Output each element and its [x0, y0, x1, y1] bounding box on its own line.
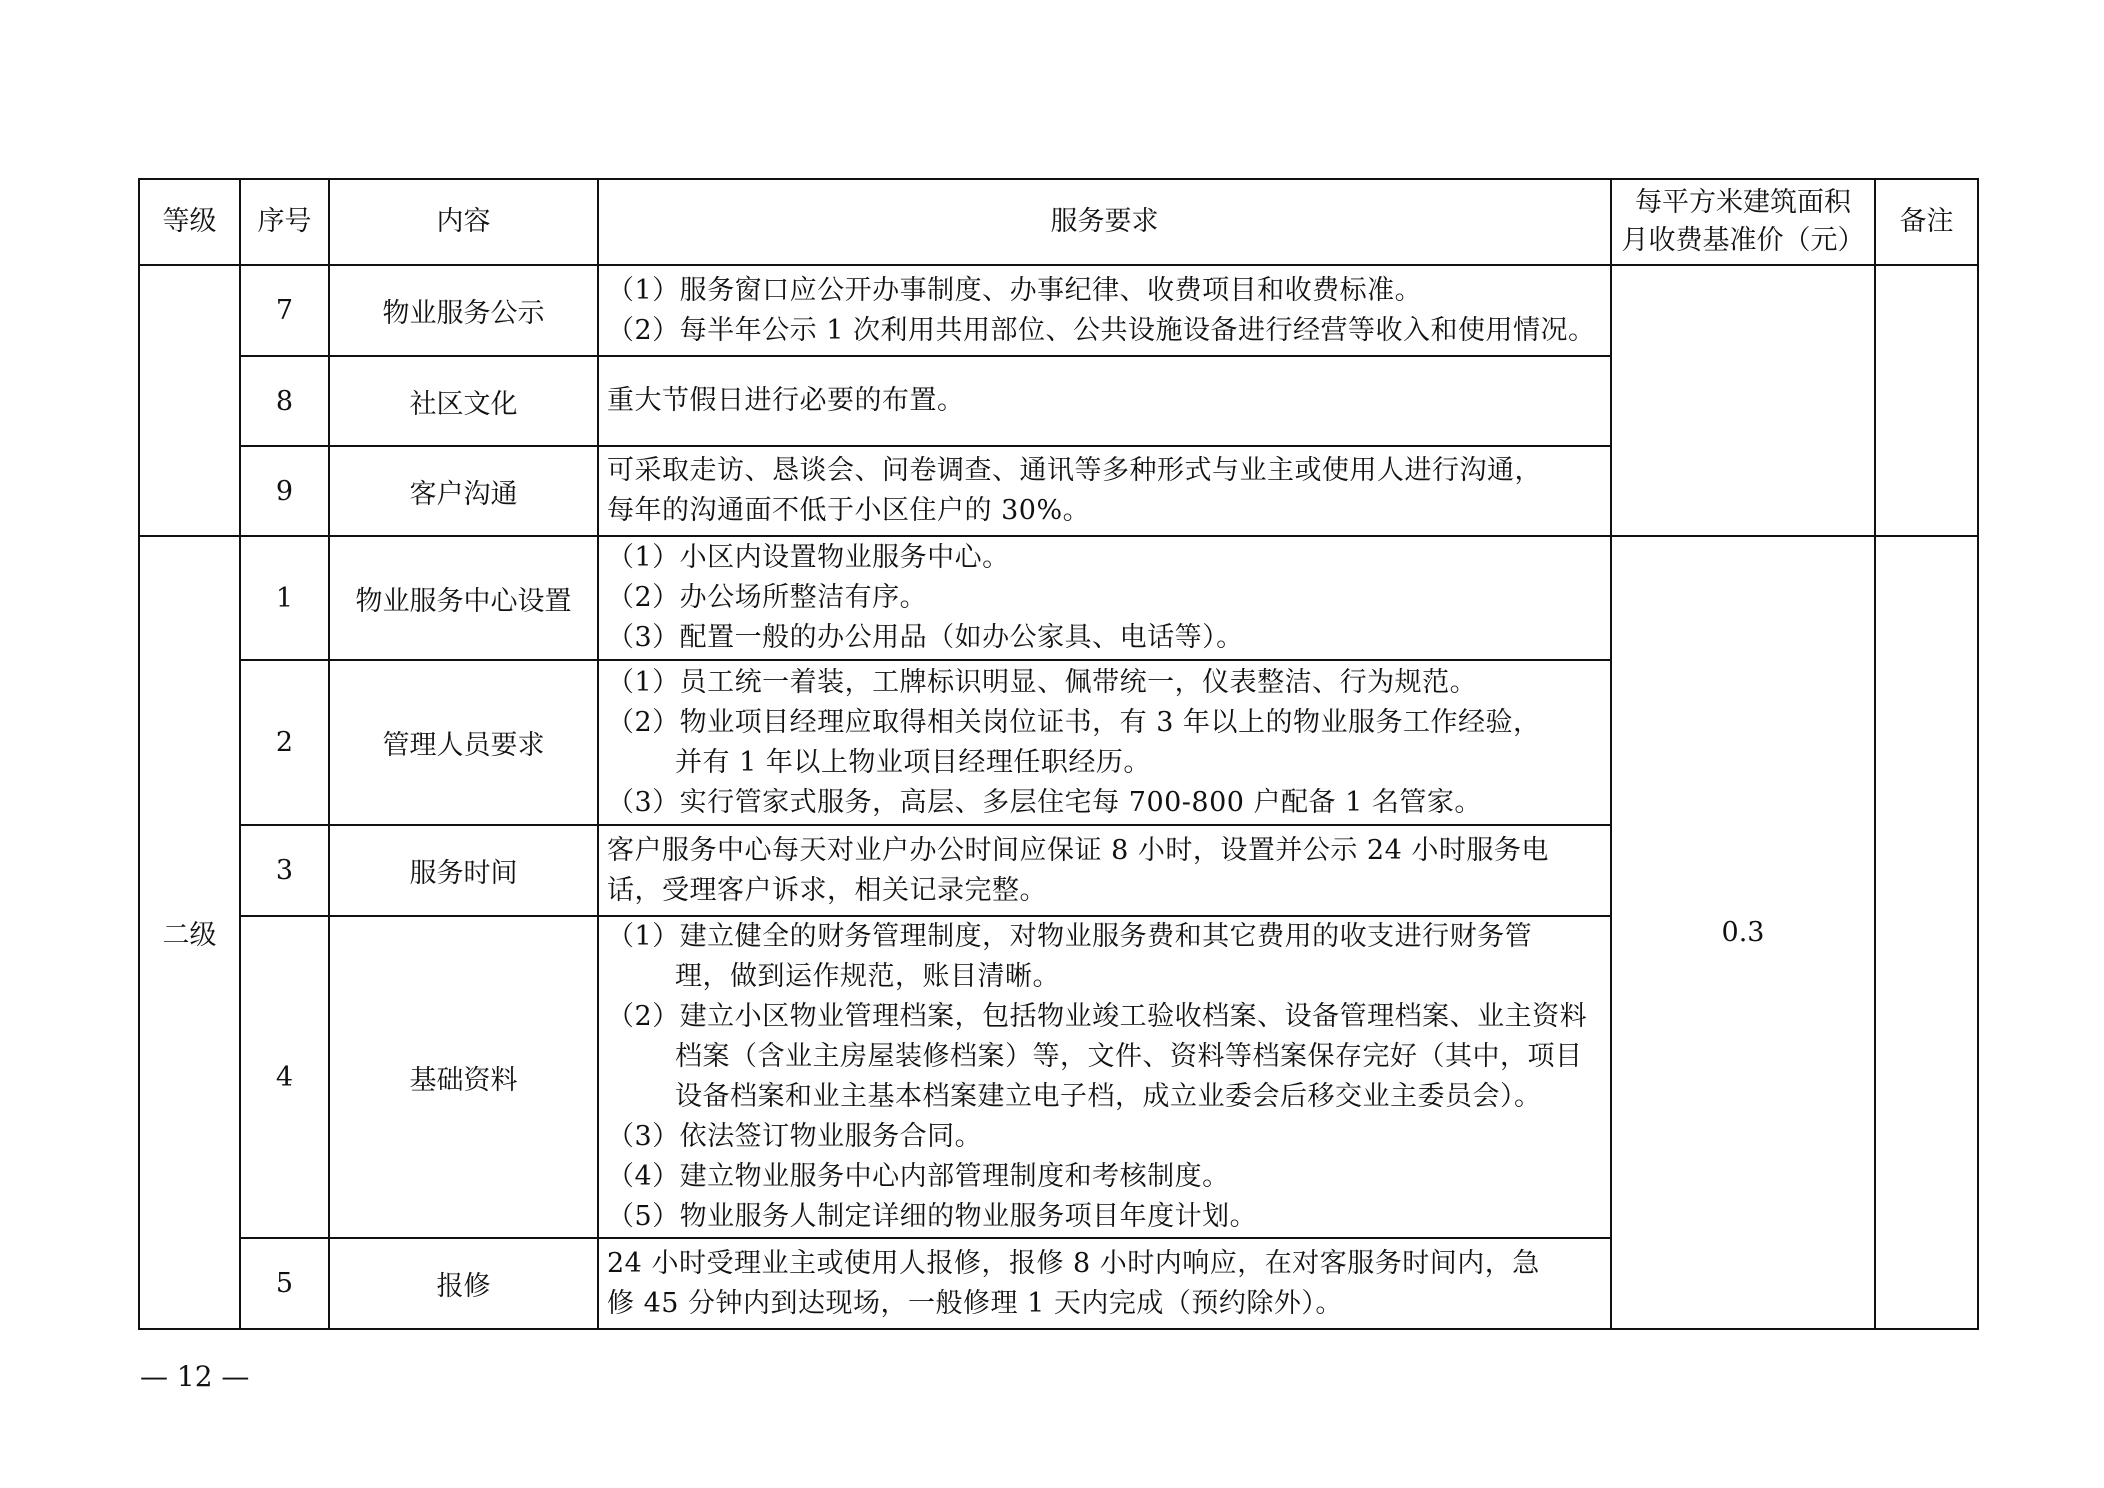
requirement-line: （3）实行管家式服务，高层、多层住宅每 700-800 户配备 1 名管家。 [607, 786, 1482, 818]
requirement-line: 档案（含业主房屋装修档案）等，文件、资料等档案保存完好（其中，项目 [675, 1041, 1583, 1072]
header-price-line2: 月收费基准价（元） [1621, 225, 1865, 256]
requirement-line: 客户服务中心每天对业户办公时间应保证 8 小时，设置并公示 24 小时服务电 [607, 834, 1549, 866]
requirement-line: （3）配置一般的办公用品（如办公家具、电话等）。 [607, 622, 1244, 653]
price-cell-prev [1611, 265, 1875, 536]
header-level: 等级 [139, 179, 240, 265]
requirement-cell [598, 265, 1611, 356]
requirement-line: 修 45 分钟内到达现场，一般修理 1 天内完成（预约除外）。 [607, 1287, 1343, 1319]
requirement-line: 24 小时受理业主或使用人报修，报修 8 小时内响应，在对客服务时间内，急 [607, 1247, 1540, 1279]
requirement-line: 设备档案和业主基本档案建立电子档，成立业委会后移交业主委员会）。 [675, 1081, 1542, 1112]
requirement-line: （1）建立健全的财务管理制度，对物业服务费和其它费用的收支进行财务管 [607, 921, 1533, 952]
requirement-line: （2）办公场所整洁有序。 [607, 582, 928, 613]
requirement-line: 理，做到运作规范，账目清晰。 [675, 961, 1060, 992]
header-price [1611, 179, 1875, 265]
table-row [139, 265, 1978, 356]
requirement-line: 可采取走访、恳谈会、问卷调查、通讯等多种形式与业主或使用人进行沟通， [607, 455, 1542, 486]
table-header-row [139, 179, 1978, 265]
requirement-line: （4）建立物业服务中心内部管理制度和考核制度。 [607, 1161, 1230, 1192]
requirement-line: 并有 1 年以上物业项目经理任职经历。 [675, 746, 1151, 778]
requirement-line: 每年的沟通面不低于小区住户的 30%。 [607, 495, 1091, 526]
requirement-line: （1）服务窗口应公开办事制度、办事纪律、收费项目和收费标准。 [607, 274, 1423, 306]
price-cell: 0.3 [1611, 536, 1875, 1329]
content-cell: 管理人员要求 [329, 660, 598, 825]
header-requirement: 服务要求 [598, 179, 1611, 265]
requirement-line: （3）依法签订物业服务合同。 [607, 1121, 983, 1152]
requirement-cell [598, 660, 1611, 825]
requirement-cell [598, 825, 1611, 916]
service-standard-table [138, 178, 1979, 1330]
seq-cell: 8 [240, 356, 329, 446]
content-cell: 物业服务公示 [329, 265, 598, 356]
seq-cell: 2 [240, 660, 329, 825]
seq-cell: 1 [240, 536, 329, 660]
level-cell-prev [139, 265, 240, 536]
level-cell: 二级 [139, 536, 240, 1329]
table-row [139, 536, 1978, 660]
header-seq: 序号 [240, 179, 329, 265]
remark-cell-prev [1875, 265, 1978, 536]
header-price-line1: 每平方米建筑面积 [1635, 187, 1851, 218]
requirement-line: （5）物业服务人制定详细的物业服务项目年度计划。 [607, 1201, 1258, 1232]
requirement-line: （2）建立小区物业管理档案，包括物业竣工验收档案、设备管理档案、业主资料 [607, 1001, 1588, 1032]
requirement-cell [598, 916, 1611, 1238]
content-cell: 物业服务中心设置 [329, 536, 598, 660]
header-content: 内容 [329, 179, 598, 265]
requirement-line: （1）员工统一着装，工牌标识明显、佩带统一，仪表整洁、行为规范。 [607, 666, 1478, 698]
requirement-line: （2）物业项目经理应取得相关岗位证书，有 3 年以上的物业服务工作经验， [607, 706, 1541, 738]
requirement-line: （2）每半年公示 1 次利用共用部位、公共设施设备进行经营等收入和使用情况。 [607, 314, 1596, 346]
requirement-cell [598, 446, 1611, 536]
content-cell: 社区文化 [329, 356, 598, 446]
requirement-line: 话，受理客户诉求，相关记录完整。 [607, 874, 1047, 906]
requirement-cell [598, 1238, 1611, 1329]
seq-cell: 3 [240, 825, 329, 916]
requirement-cell [598, 356, 1611, 446]
content-cell: 报修 [329, 1238, 598, 1329]
content-cell: 服务时间 [329, 825, 598, 916]
content-cell: 基础资料 [329, 916, 598, 1238]
requirement-line: 重大节假日进行必要的布置。 [607, 385, 965, 416]
seq-cell: 5 [240, 1238, 329, 1329]
seq-cell: 4 [240, 916, 329, 1238]
requirement-cell [598, 536, 1611, 660]
requirement-line: （1）小区内设置物业服务中心。 [607, 542, 1010, 573]
header-remark: 备注 [1875, 179, 1978, 265]
seq-cell: 7 [240, 265, 329, 356]
seq-cell: 9 [240, 446, 329, 536]
remark-cell [1875, 536, 1978, 1329]
page-number: — 12 — [140, 1360, 250, 1393]
content-cell: 客户沟通 [329, 446, 598, 536]
